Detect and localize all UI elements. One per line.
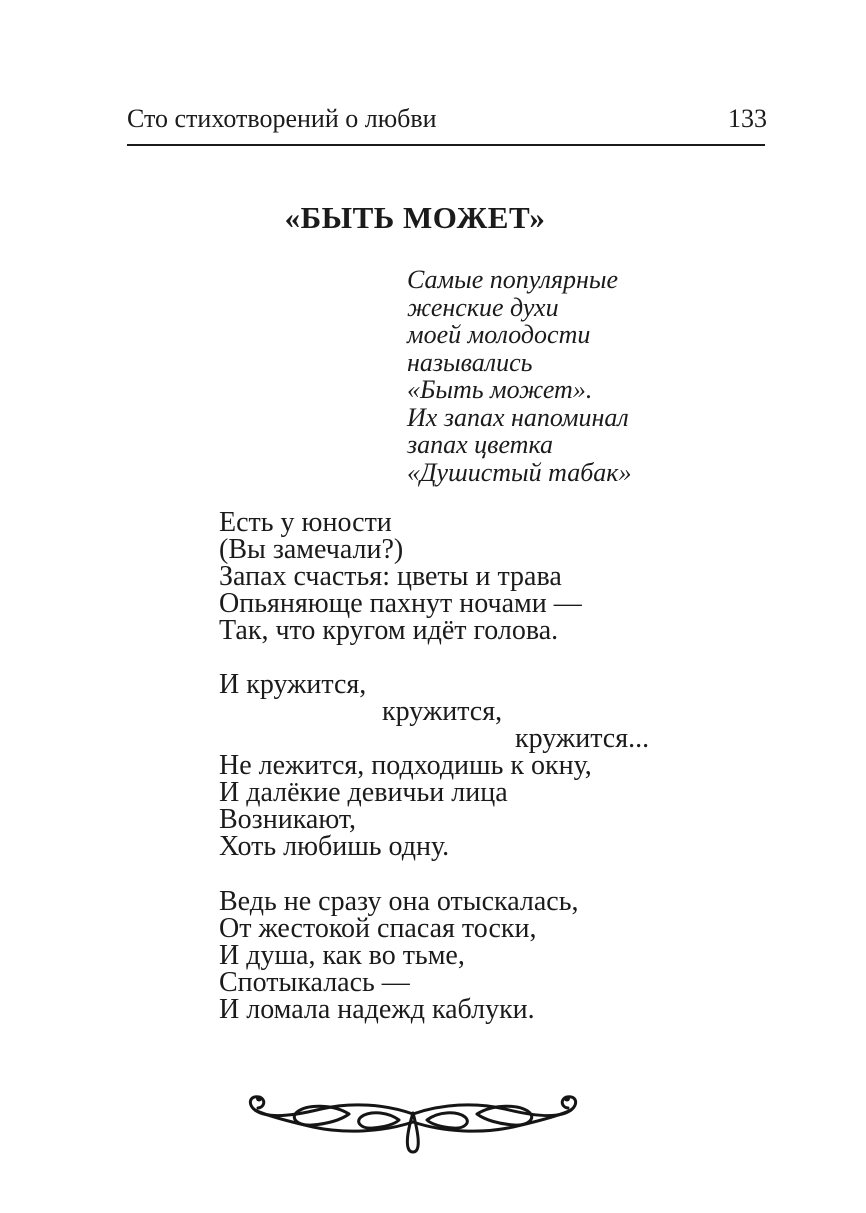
epigraph-line: «Душистый табак» (407, 457, 632, 487)
flourish-divider-icon (236, 1094, 590, 1154)
header-rule (127, 144, 765, 146)
poem-line-indented: кружится, (382, 696, 503, 727)
poem-line: Ведь не сразу она отыскалась, (219, 886, 579, 917)
epigraph-line: женские духи (407, 292, 559, 322)
poem-line: Так, что кругом идёт голова. (219, 615, 559, 646)
poem-epigraph (407, 266, 631, 486)
poem-line: Есть у юности (219, 507, 392, 538)
poem-line: Не лежится, подходишь к окну, (219, 750, 592, 781)
epigraph-line: Самые популярные (407, 265, 619, 294)
poem-line: И душа, как во тьме, (219, 940, 465, 971)
poem-line: Хоть любишь одну. (219, 831, 450, 862)
poem-line: Возникают, (219, 804, 356, 835)
poem-line: Спотыкалась — (219, 967, 410, 998)
epigraph-line: Их запах напоминал (407, 402, 629, 432)
poem-line: И далёкие девичьи лица (219, 777, 508, 808)
poem-line: От жестокой спасая тоски, (219, 913, 537, 944)
epigraph-line: «Быть может». (407, 375, 593, 404)
stanza-2 (219, 671, 649, 860)
poem-line: (Вы замечали?) (219, 534, 404, 565)
poem-line: Запах счастья: цветы и трава (219, 561, 562, 592)
epigraph-line: запах цветка (407, 430, 553, 459)
poem-line: И кружится, (219, 669, 367, 700)
running-header (127, 105, 767, 134)
page-number: 133 (728, 104, 767, 133)
poem-line: И ломала надежд каблуки. (219, 994, 535, 1025)
epigraph-line: моей молодости (407, 320, 591, 349)
stanza-3 (219, 888, 578, 1023)
poem-line: Опьяняюще пахнут ночами — (219, 588, 582, 619)
poem-title: «БЫТЬ МОЖЕТ» (284, 200, 546, 235)
poem-line-indented: кружится... (515, 723, 650, 754)
running-title: Сто стихотворений о любви (127, 104, 437, 133)
stanza-1 (219, 509, 582, 644)
epigraph-line: назывались (407, 347, 533, 377)
